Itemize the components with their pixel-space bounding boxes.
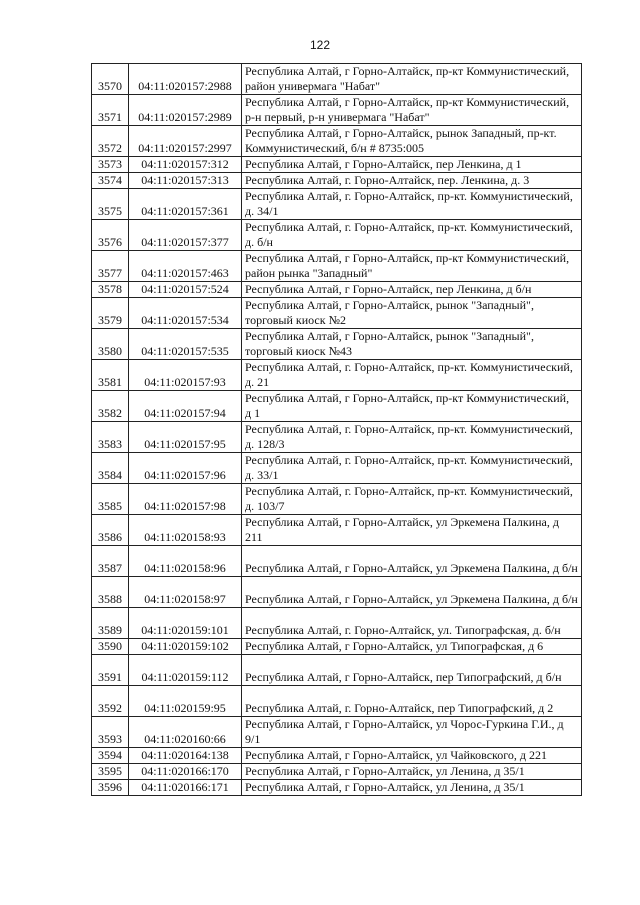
- address-cell: Республика Алтай, г Горно-Алтайск, ул Ленина, д 35/1: [242, 764, 582, 780]
- table-row: [92, 189, 582, 220]
- table-row: [92, 515, 582, 546]
- row-number-cell: 3572: [92, 126, 129, 157]
- row-number-cell: 3576: [92, 220, 129, 251]
- cadastral-number-cell: 04:11:020164:138: [129, 748, 242, 764]
- table-row: [92, 608, 582, 639]
- cadastral-number-cell: 04:11:020157:534: [129, 298, 242, 329]
- table-row: [92, 546, 582, 577]
- cadastral-number-cell: 04:11:020159:102: [129, 639, 242, 655]
- row-number-cell: 3573: [92, 157, 129, 173]
- row-number-cell: 3584: [92, 453, 129, 484]
- cadastral-table: [91, 63, 582, 796]
- cadastral-number-cell: 04:11:020157:95: [129, 422, 242, 453]
- cadastral-number-cell: 04:11:020157:377: [129, 220, 242, 251]
- table-row: [92, 298, 582, 329]
- address-cell: Республика Алтай, г Горно-Алтайск, ул Эркемена Палкина, д б/н: [242, 546, 582, 577]
- row-number-cell: 3581: [92, 360, 129, 391]
- address-cell: Республика Алтай, г Горно-Алтайск, ул Эркемена Палкина, д б/н: [242, 577, 582, 608]
- table-row: [92, 282, 582, 298]
- cadastral-number-cell: 04:11:020157:96: [129, 453, 242, 484]
- address-cell: Республика Алтай, г. Горно-Алтайск, ул. Типографская, д. б/н: [242, 608, 582, 639]
- cadastral-number-cell: 04:11:020158:97: [129, 577, 242, 608]
- cadastral-number-cell: 04:11:020166:171: [129, 780, 242, 796]
- table-row: [92, 422, 582, 453]
- table-row: [92, 391, 582, 422]
- cadastral-number-cell: 04:11:020157:2988: [129, 64, 242, 95]
- row-number-cell: 3583: [92, 422, 129, 453]
- address-cell: Республика Алтай, г Горно-Алтайск, пер Ленкина, д б/н: [242, 282, 582, 298]
- table-row: [92, 360, 582, 391]
- table-row: [92, 453, 582, 484]
- address-cell: Республика Алтай, г Горно-Алтайск, ул Чорос-Гуркина Г.И., д 9/1: [242, 717, 582, 748]
- table-row: [92, 577, 582, 608]
- row-number-cell: 3570: [92, 64, 129, 95]
- table-row: [92, 764, 582, 780]
- row-number-cell: 3594: [92, 748, 129, 764]
- row-number-cell: 3587: [92, 546, 129, 577]
- row-number-cell: 3586: [92, 515, 129, 546]
- address-cell: Республика Алтай, г Горно-Алтайск, пер Ленкина, д 1: [242, 157, 582, 173]
- cadastral-number-cell: 04:11:020157:312: [129, 157, 242, 173]
- cadastral-number-cell: 04:11:020157:313: [129, 173, 242, 189]
- cadastral-number-cell: 04:11:020158:96: [129, 546, 242, 577]
- cadastral-number-cell: 04:11:020157:361: [129, 189, 242, 220]
- table-row: [92, 126, 582, 157]
- table-row: [92, 655, 582, 686]
- cadastral-number-cell: 04:11:020158:93: [129, 515, 242, 546]
- row-number-cell: 3590: [92, 639, 129, 655]
- cadastral-number-cell: 04:11:020159:112: [129, 655, 242, 686]
- address-cell: Республика Алтай, г Горно-Алтайск, пр-кт Коммунистический, район рынка "Западный": [242, 251, 582, 282]
- cadastral-number-cell: 04:11:020157:93: [129, 360, 242, 391]
- table-row: [92, 780, 582, 796]
- address-cell: Республика Алтай, г. Горно-Алтайск, пер Типографский, д 2: [242, 686, 582, 717]
- table-row: [92, 639, 582, 655]
- cadastral-number-cell: 04:11:020157:535: [129, 329, 242, 360]
- address-cell: Республика Алтай, г Горно-Алтайск, рынок "Западный", торговый киоск №43: [242, 329, 582, 360]
- row-number-cell: 3582: [92, 391, 129, 422]
- address-cell: Республика Алтай, г Горно-Алтайск, рынок Западный, пр-кт. Коммунистический, б/н # 8735:005: [242, 126, 582, 157]
- address-cell: Республика Алтай, г Горно-Алтайск, ул Типографская, д 6: [242, 639, 582, 655]
- row-number-cell: 3595: [92, 764, 129, 780]
- address-cell: Республика Алтай, г Горно-Алтайск, рынок "Западный", торговый киоск №2: [242, 298, 582, 329]
- row-number-cell: 3578: [92, 282, 129, 298]
- address-cell: Республика Алтай, г Горно-Алтайск, ул Чайковского, д 221: [242, 748, 582, 764]
- row-number-cell: 3574: [92, 173, 129, 189]
- row-number-cell: 3579: [92, 298, 129, 329]
- address-cell: Республика Алтай, г Горно-Алтайск, пр-кт Коммунистический, д 1: [242, 391, 582, 422]
- row-number-cell: 3577: [92, 251, 129, 282]
- table-row: [92, 64, 582, 95]
- address-cell: Республика Алтай, г. Горно-Алтайск, пр-кт. Коммунистический, д. б/н: [242, 220, 582, 251]
- cadastral-number-cell: 04:11:020159:101: [129, 608, 242, 639]
- table-row: [92, 173, 582, 189]
- table-row: [92, 95, 582, 126]
- address-cell: Республика Алтай, г. Горно-Алтайск, пр-кт. Коммунистический, д. 34/1: [242, 189, 582, 220]
- address-cell: Республика Алтай, г. Горно-Алтайск, пр-кт. Коммунистический, д. 103/7: [242, 484, 582, 515]
- row-number-cell: 3591: [92, 655, 129, 686]
- table-row: [92, 686, 582, 717]
- address-cell: Республика Алтай, г Горно-Алтайск, пер Типографский, д б/н: [242, 655, 582, 686]
- cadastral-number-cell: 04:11:020166:170: [129, 764, 242, 780]
- cadastral-number-cell: 04:11:020157:524: [129, 282, 242, 298]
- table-row: [92, 484, 582, 515]
- address-cell: Республика Алтай, г. Горно-Алтайск, пр-кт. Коммунистический, д. 128/3: [242, 422, 582, 453]
- cadastral-number-cell: 04:11:020157:2989: [129, 95, 242, 126]
- row-number-cell: 3596: [92, 780, 129, 796]
- page-number: 122: [309, 38, 331, 52]
- address-cell: Республика Алтай, г. Горно-Алтайск, пр-кт. Коммунистический, д. 21: [242, 360, 582, 391]
- address-cell: Республика Алтай, г Горно-Алтайск, пр-кт Коммунистический, район универмага "Набат": [242, 64, 582, 95]
- table-row: [92, 251, 582, 282]
- cadastral-number-cell: 04:11:020159:95: [129, 686, 242, 717]
- cadastral-number-cell: 04:11:020157:98: [129, 484, 242, 515]
- row-number-cell: 3585: [92, 484, 129, 515]
- cadastral-number-cell: 04:11:020160:66: [129, 717, 242, 748]
- row-number-cell: 3588: [92, 577, 129, 608]
- row-number-cell: 3592: [92, 686, 129, 717]
- table-row: [92, 748, 582, 764]
- address-cell: Республика Алтай, г. Горно-Алтайск, пер. Ленкина, д. 3: [242, 173, 582, 189]
- row-number-cell: 3589: [92, 608, 129, 639]
- address-cell: Республика Алтай, г. Горно-Алтайск, пр-кт. Коммунистический, д. 33/1: [242, 453, 582, 484]
- cadastral-number-cell: 04:11:020157:463: [129, 251, 242, 282]
- address-cell: Республика Алтай, г Горно-Алтайск, ул Эркемена Палкина, д 211: [242, 515, 582, 546]
- address-cell: Республика Алтай, г Горно-Алтайск, ул Ленина, д 35/1: [242, 780, 582, 796]
- table-row: [92, 329, 582, 360]
- cadastral-number-cell: 04:11:020157:2997: [129, 126, 242, 157]
- row-number-cell: 3593: [92, 717, 129, 748]
- table-row: [92, 717, 582, 748]
- table-body: [92, 64, 582, 796]
- address-cell: Республика Алтай, г Горно-Алтайск, пр-кт Коммунистический, р-н первый, р-н универмага "Набат": [242, 95, 582, 126]
- cadastral-number-cell: 04:11:020157:94: [129, 391, 242, 422]
- table-row: [92, 220, 582, 251]
- row-number-cell: 3575: [92, 189, 129, 220]
- row-number-cell: 3571: [92, 95, 129, 126]
- table-row: [92, 157, 582, 173]
- row-number-cell: 3580: [92, 329, 129, 360]
